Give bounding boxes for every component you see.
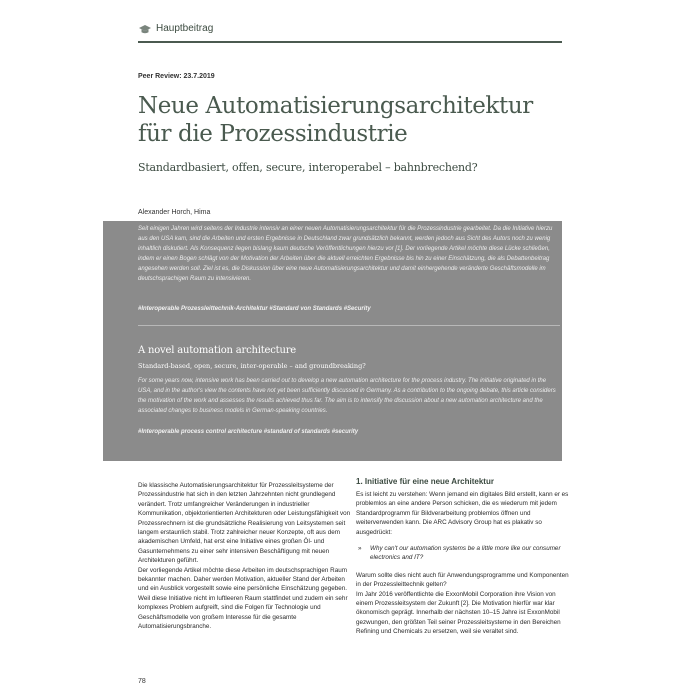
abstract-english-subtitle: Standard-based, open, secure, inter-operable – and groundbreaking?	[138, 362, 366, 370]
abstract-english-text: For some years now, intensive work has been carried out to develop a new automation architecture for the process industry. The initiative originated in the USA, and in the author's view the contents have not yet been sufficiently discussed in Germany. As a contribution to the ongoing debate, this article considers the motivation of the work and assesses the results achieved thus far. The aim is to intensify the discussion about a new automation architecture and the associated changes to business models in German-speaking countries.	[138, 378, 556, 414]
quote-text: Why can't our automation systems be a little more like our consumer electronics and IT?	[370, 545, 561, 562]
abstract-divider	[138, 325, 560, 326]
section-label: Hauptbeitrag	[156, 23, 214, 34]
header-rule	[138, 41, 562, 43]
graduation-cap-icon	[138, 24, 152, 36]
peer-review-date: Peer Review: 23.7.2019	[138, 73, 215, 80]
section-heading: 1. Initiative für eine neue Architektur	[356, 477, 494, 486]
body-column-right	[356, 477, 572, 637]
page-number: 78	[138, 678, 146, 685]
section-header	[138, 22, 562, 44]
abstract-german-tags: #Interoperable Prozessleittechnik-Architektur #Standard von Standards #Security	[138, 306, 371, 312]
author-line: Alexander Horch, Hima	[138, 209, 211, 216]
body-paragraph: Die klassische Automatisierungsarchitektur für Prozessleitsysteme der Prozessindustrie hat sich in den letzten Jahrzehnten nicht grundlegend verändert. Trotz umfangreicher Veränderungen in industrieller Kommunikation, objektorientierten Architekturen oder Leistungsfähigkeit von Prozessrechnern ist die grundsätzliche Realisierung von Leitsystemen seit langem erstaunlich stabil. Trotz zahlreicher neuer Konzepte, oft aus dem akademischen Umfeld, hat erst eine Initiative eines großen Öl- und Gasunternehmens zu einer sehr intensiven Beschäftigung mit neuen Architekturen geführt.	[138, 482, 351, 565]
body-paragraph: Im Jahr 2016 veröffentlichte die ExxonMobil Corporation ihre Vision von einem Prozessleitsystem der Zukunft [2]. Die Motivation hierfür war klar ökonomisch geprägt. Innerhalb der nächsten 10–15 Jahre ist ExxonMobil gezwungen, den größten Teil seiner Prozessleitsysteme in den Bereichen Refining und Chemicals zu ersetzen, weil sie veraltet sind.	[356, 590, 561, 636]
abstract-german-text: Seit einigen Jahren wird seitens der Industrie intensiv an einer neuen Automatisierungsarchitektur für die Prozessindustrie gearbeitet. Da die Initiative hierzu aus den USA kam, sind die Arbeiten und ersten Ergebnisse in Deutschland zwar grundsätzlich bekannt, werden jedoch aus Sicht des Autors noch zu wenig inhaltlich diskutiert. Als Konsequenz liegen bislang kaum deutsche Veröffentlichungen hierzu vor [1]. Der vorliegende Artikel möchte diese Lücke schließen, indem er einen Bogen schlägt von der Motivation der Arbeiten über die aktuell erreichten Ergebnisse bis hin zu einer Einschätzung, die als Debattenbeitrag angesehen werden soll. Ziel ist es, die Diskussion über eine neue Automatisierungsarchitektur und damit einhergehende veränderte Geschäftsmodelle im deutschsprachigen Raum zu intensivieren.	[138, 226, 553, 282]
body-paragraph: Der vorliegende Artikel möchte diese Arbeiten im deutschsprachigen Raum bekannter machen. Daher werden Motivation, aktueller Stand der Arbeiten und ein Ausblick vorgestellt sowie eine persönliche Einschätzung gegeben. Weil diese Initiative nicht im luftleeren Raum stattfindet und zudem ein sehr komplexes Problem aufgreift, sind die Folgen für Technologie und Geschäftsmodelle von großem Interesse für die gesamte Automatisierungsbranche.	[138, 566, 348, 631]
pull-quote	[356, 544, 572, 563]
body-column-left	[138, 481, 354, 632]
article-title	[138, 92, 578, 148]
quote-mark: »	[358, 545, 362, 553]
article-subtitle: Standardbasiert, offen, secure, interoperabel – bahnbrechend?	[138, 161, 478, 174]
abstract-english-title: A novel automation architecture	[138, 345, 297, 356]
abstract-english-tags: #Interoperable process control architecture #standard of standards #security	[138, 429, 359, 435]
abstract-box	[103, 221, 562, 461]
title-line-1: Neue Automatisierungsarchitektur	[138, 93, 533, 119]
title-line-2: für die Prozessindustrie	[138, 121, 408, 147]
body-paragraph: Es ist leicht zu verstehen: Wenn jemand ein digitales Bild erstellt, kann er es problemlos an eine andere Person schicken, die es wiederum mit jedem Standardprogramm für Bildverarbeitung problemlos öffnen und weiterverwenden kann. Die ARC Advisory Group hat es plakativ so ausgedrückt:	[356, 491, 569, 536]
body-paragraph: Warum sollte dies nicht auch für Anwendungsprogramme und Komponenten in der Prozessleittechnik gelten?	[356, 571, 569, 589]
